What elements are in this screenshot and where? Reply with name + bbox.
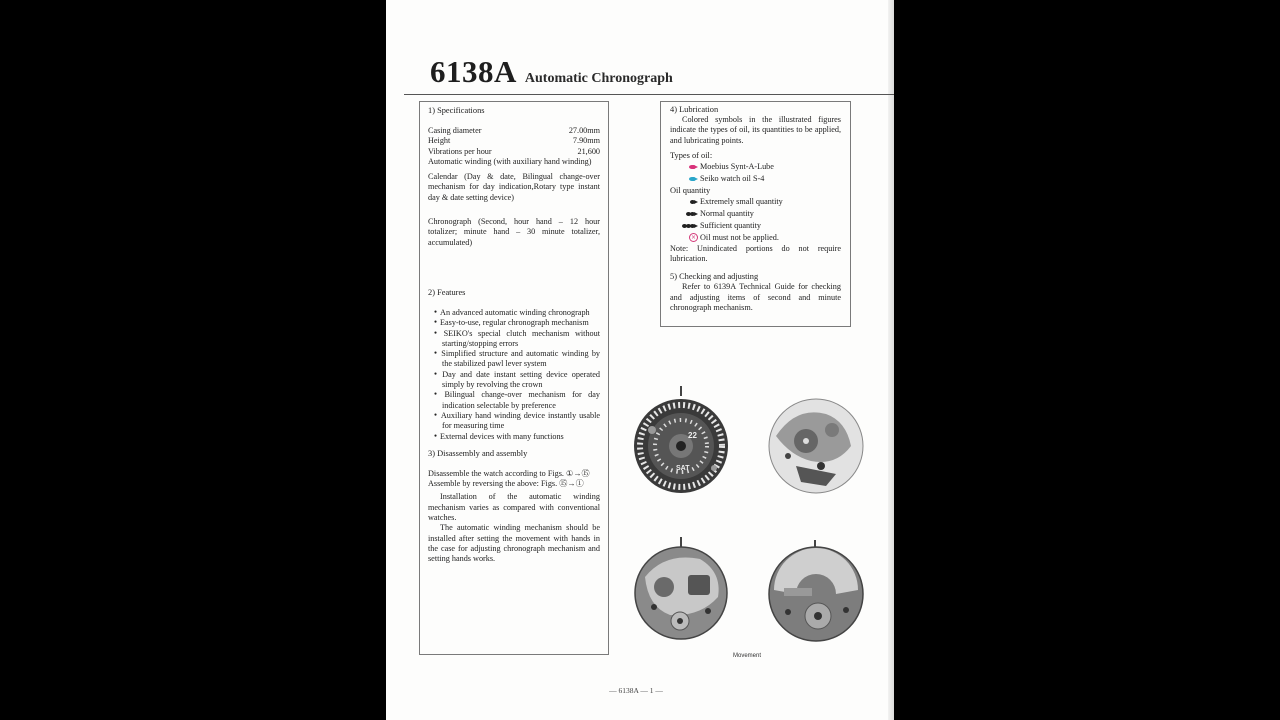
oil-type-row xyxy=(670,173,841,185)
screw xyxy=(785,453,791,459)
disassembly-title: 3) Disassembly and assembly xyxy=(428,448,528,458)
no-oil-text: Oil must not be applied. xyxy=(700,232,779,242)
day-window-label: SAT xyxy=(676,465,690,472)
feature-item: ● Bilingual change-over mechanism for day indication selectable by preference xyxy=(428,390,600,411)
oil-quantity-text: Extremely small quantity xyxy=(700,196,783,206)
specifications-title: 1) Specifications xyxy=(428,106,485,115)
dial-side-photo xyxy=(630,386,734,498)
blue-oil-icon xyxy=(682,177,698,181)
model-number: 6138A xyxy=(430,54,517,89)
checking-text: Refer to 6139A Technical Guide for checking and adjusting items of second and minute chronograph mechanism. xyxy=(670,282,841,313)
features-title: 2) Features xyxy=(428,287,466,297)
lubrication-box xyxy=(660,101,851,327)
page-subtitle: Automatic Chronograph xyxy=(524,71,673,86)
checking-title: 5) Checking and adjusting xyxy=(670,272,759,282)
spec-row xyxy=(428,136,600,146)
lubrication-title: 4) Lubrication xyxy=(670,105,719,114)
balance-center xyxy=(803,438,809,444)
rotor-side-photo xyxy=(766,540,866,643)
gear xyxy=(825,423,839,437)
spec-value: 27.00mm xyxy=(568,126,600,135)
spec-value: 7.90mm xyxy=(572,136,600,146)
spec-row xyxy=(428,147,600,157)
feature-item: ● Easy-to-use, regular chronograph mechanism xyxy=(428,318,600,328)
pink-oil-icon xyxy=(682,165,698,169)
rotor-inscription xyxy=(784,588,812,596)
stem-mark xyxy=(680,386,682,396)
two-drops-icon xyxy=(682,212,698,216)
spec-winding: Automatic winding (with auxiliary hand winding) xyxy=(428,156,592,166)
coupling-wheel xyxy=(654,577,674,597)
caseback-side-photo xyxy=(766,396,866,496)
spec-value: 21,600 xyxy=(577,146,600,156)
spec-chronograph: Chronograph (Second, hour hand – 12 hour totalizer; minute hand – 30 minute totalizer, accumulated) xyxy=(428,217,600,247)
page-number: — 6138A — 1 — xyxy=(609,686,663,695)
spec-calendar: Calendar (Day & date, Bilingual change-over mechanism for day indication,Rotary type instant day & date setting device) xyxy=(428,172,600,202)
specifications-box xyxy=(419,101,609,655)
oil-quantity-text: Normal quantity xyxy=(700,208,754,218)
feature-item: ● Day and date instant setting device operated simply by revolving the crown xyxy=(428,370,600,391)
feature-item: ● Simplified structure and automatic winding by the stabilized pawl lever system xyxy=(428,349,600,370)
disassembly-note: The automatic winding mechanism should be installed after setting the movement with hands in the case for adjusting chronograph mechanism and setting hands works. xyxy=(428,523,600,564)
screw xyxy=(843,607,849,613)
manual-page xyxy=(386,0,894,720)
stem-mark xyxy=(680,537,682,547)
feature-item: ● An advanced automatic winding chronograph xyxy=(428,308,600,318)
disassembly-note: Installation of the automatic winding mechanism varies as compared with conventional watches. xyxy=(428,492,600,523)
date-window-label: 22 xyxy=(688,431,697,440)
screw xyxy=(651,604,657,610)
screw xyxy=(677,618,683,624)
chronograph-side-photo xyxy=(630,537,734,643)
feature-item: ● External devices with many functions xyxy=(428,432,600,442)
no-oil-icon: × xyxy=(690,234,697,242)
oil-type-label: Seiko watch oil S-4 xyxy=(700,173,765,183)
page-edge xyxy=(888,0,894,720)
feature-item: ● Auxiliary hand winding device instantly usable for measuring time xyxy=(428,411,600,432)
assembly-step: Assemble by reversing the above: Figs. ⑮→① xyxy=(428,479,584,489)
features-list xyxy=(428,308,600,442)
header-rule xyxy=(404,94,894,95)
oil-quantity-row xyxy=(670,220,841,232)
lubrication-note: Note: Unindicated portions do not require lubrication. xyxy=(670,243,841,264)
spec-label: Vibrations per hour xyxy=(428,146,492,156)
jewel xyxy=(648,426,656,434)
screw xyxy=(705,608,711,614)
disassembly-step: Disassemble the watch according to Figs. ①→⑮ xyxy=(428,468,590,478)
center-pinion xyxy=(676,441,686,451)
oil-quantity-text: Sufficient quantity xyxy=(700,220,762,230)
photo-caption: Movement xyxy=(733,653,762,659)
spec-label: Height xyxy=(428,136,451,146)
spec-label: Casing diameter xyxy=(428,126,482,135)
jewel xyxy=(711,465,717,471)
oil-quantity-label: Oil quantity xyxy=(670,185,711,195)
oil-quantity-row xyxy=(670,208,841,220)
feature-item: ● SEIKO's special clutch mechanism without starting/stopping errors xyxy=(428,329,600,350)
three-drops-icon xyxy=(682,224,698,228)
oil-type-row xyxy=(670,161,841,173)
spec-row xyxy=(428,126,600,136)
cam xyxy=(688,575,710,595)
screw xyxy=(785,609,791,615)
screw xyxy=(817,462,825,470)
oil-types-label: Types of oil: xyxy=(670,150,713,160)
oil-quantity-row xyxy=(670,196,841,208)
balance-center xyxy=(814,612,822,620)
page-header xyxy=(430,54,673,90)
lubrication-intro: Colored symbols in the illustrated figures indicate the types of oil, its quantities to be applied, and lubricating points. xyxy=(670,115,841,145)
oil-type-label: Moebius Synt-A-Lube xyxy=(700,161,774,171)
one-drop-icon xyxy=(682,200,698,204)
no-oil-row xyxy=(670,232,841,244)
